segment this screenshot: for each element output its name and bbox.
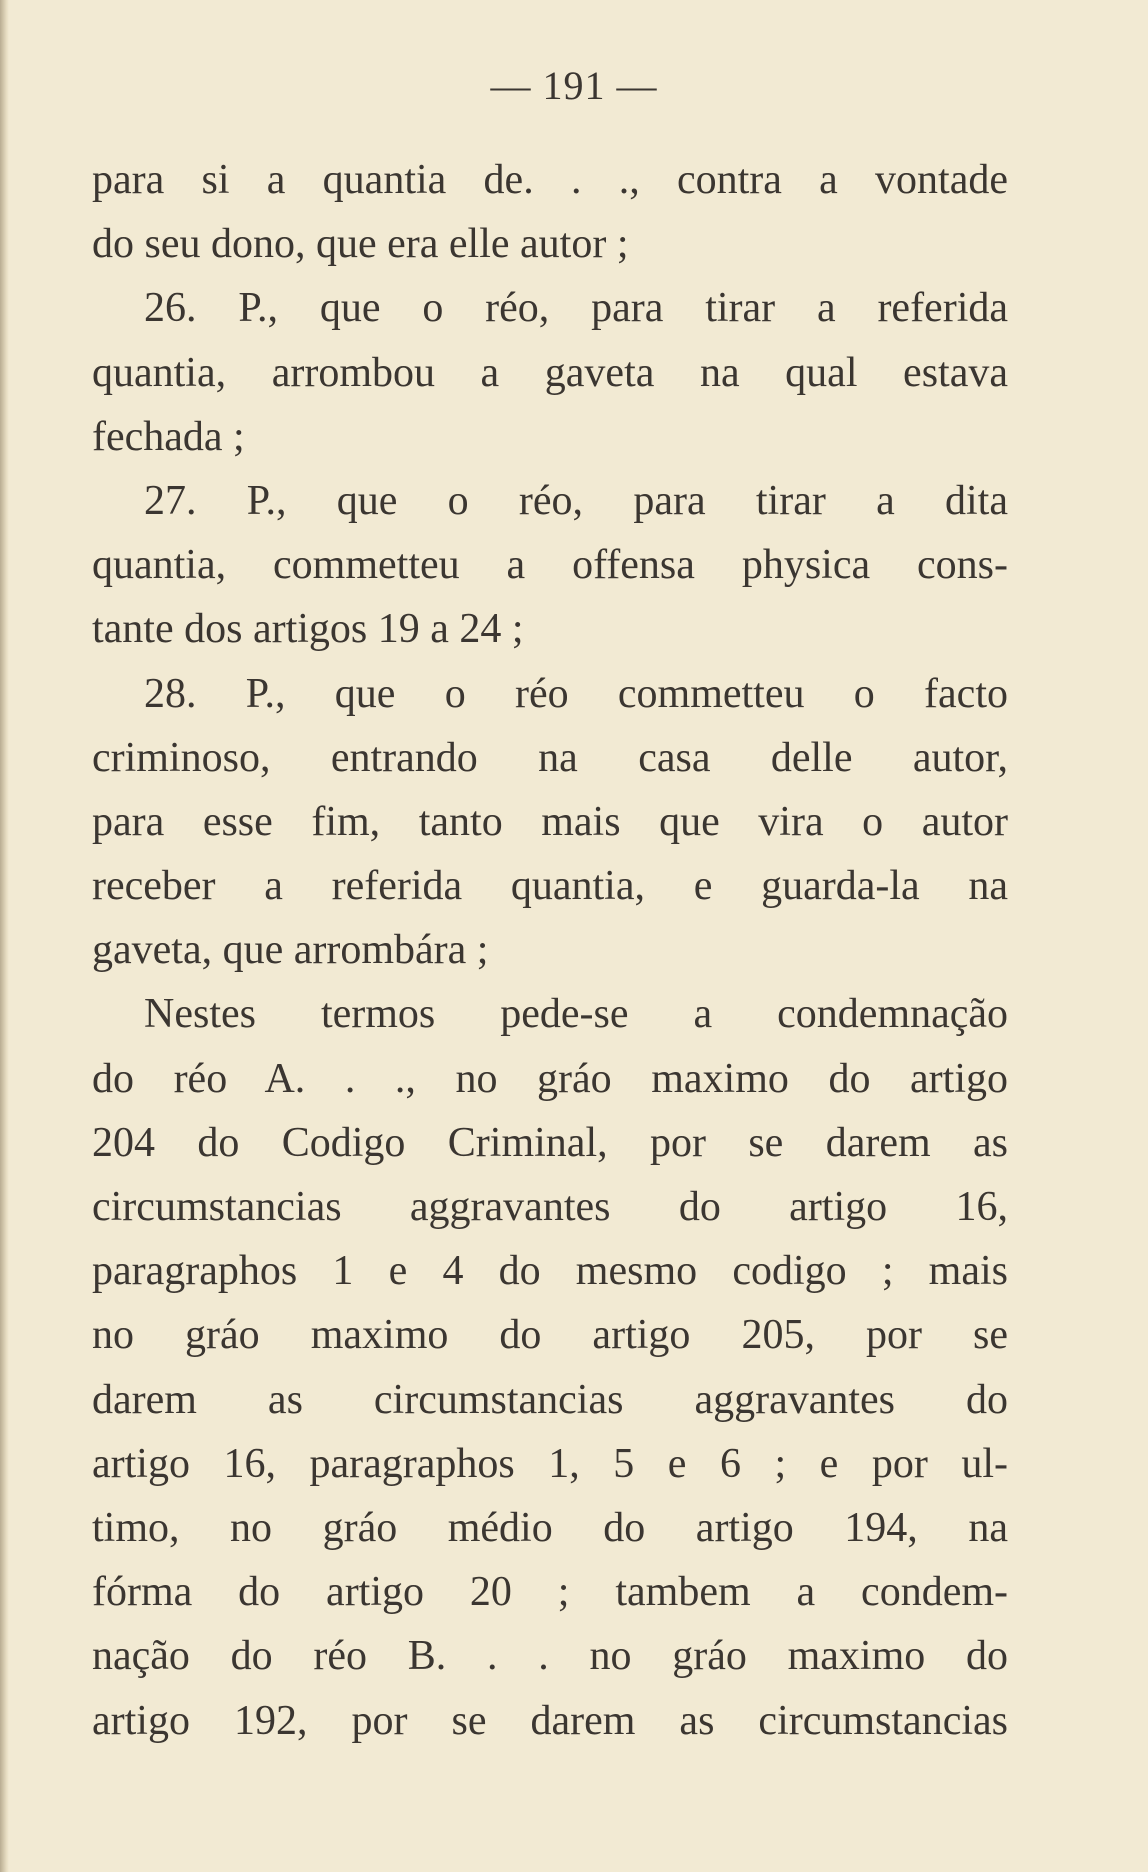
text-line: quantia, commetteu a offensa physica cons-	[92, 542, 1008, 589]
text-line: paragraphos 1 e 4 do mesmo codigo ; mais	[92, 1248, 1008, 1295]
text-line: para si a quantia de. . ., contra a vontade	[92, 157, 1008, 203]
text-line: no gráo maximo do artigo 205, por se	[92, 1312, 1008, 1359]
text-line: darem as circumstancias aggravantes do	[92, 1376, 1008, 1423]
text-line: gaveta, que arrombára ;	[92, 927, 489, 974]
body-text	[92, 148, 1008, 1753]
text-line: quantia, arrombou a gaveta na qual estava	[92, 349, 1008, 396]
text-line: fechada ;	[92, 413, 245, 460]
page-binding-edge	[0, 0, 9, 1872]
text-line: do seu dono, que era elle autor ;	[92, 221, 629, 268]
page-number: — 191 —	[490, 63, 658, 108]
text-line: Nestes termos pede-se a condemnação	[144, 991, 1008, 1038]
text-line: 26. P., que o réo, para tirar a referida	[144, 285, 1008, 332]
text-line: receber a referida quantia, e guarda-la na	[92, 863, 1008, 910]
text-line: 28. P., que o réo commetteu o facto	[144, 670, 1008, 717]
text-line: 204 do Codigo Criminal, por se darem as	[92, 1119, 1008, 1166]
text-line: do réo A. . ., no gráo maximo do artigo	[92, 1055, 1008, 1102]
text-line: nação do réo B. . . no gráo maximo do	[92, 1633, 1008, 1680]
text-line: criminoso, entrando na casa delle autor,	[92, 734, 1008, 781]
text-line: circumstancias aggravantes do artigo 16,	[92, 1184, 1008, 1230]
text-line: artigo 192, por se darem as circumstancias	[92, 1697, 1008, 1744]
text-line: tante dos artigos 19 a 24 ;	[92, 606, 524, 653]
text-line: artigo 16, paragraphos 1, 5 e 6 ; e por ul-	[92, 1440, 1008, 1487]
text-line: timo, no gráo médio do artigo 194, na	[92, 1504, 1008, 1551]
text-line: 27. P., que o réo, para tirar a dita	[144, 477, 1008, 524]
text-line: para esse fim, tanto mais que vira o autor	[92, 798, 1008, 845]
text-line: fórma do artigo 20 ; tambem a condem-	[92, 1569, 1008, 1616]
